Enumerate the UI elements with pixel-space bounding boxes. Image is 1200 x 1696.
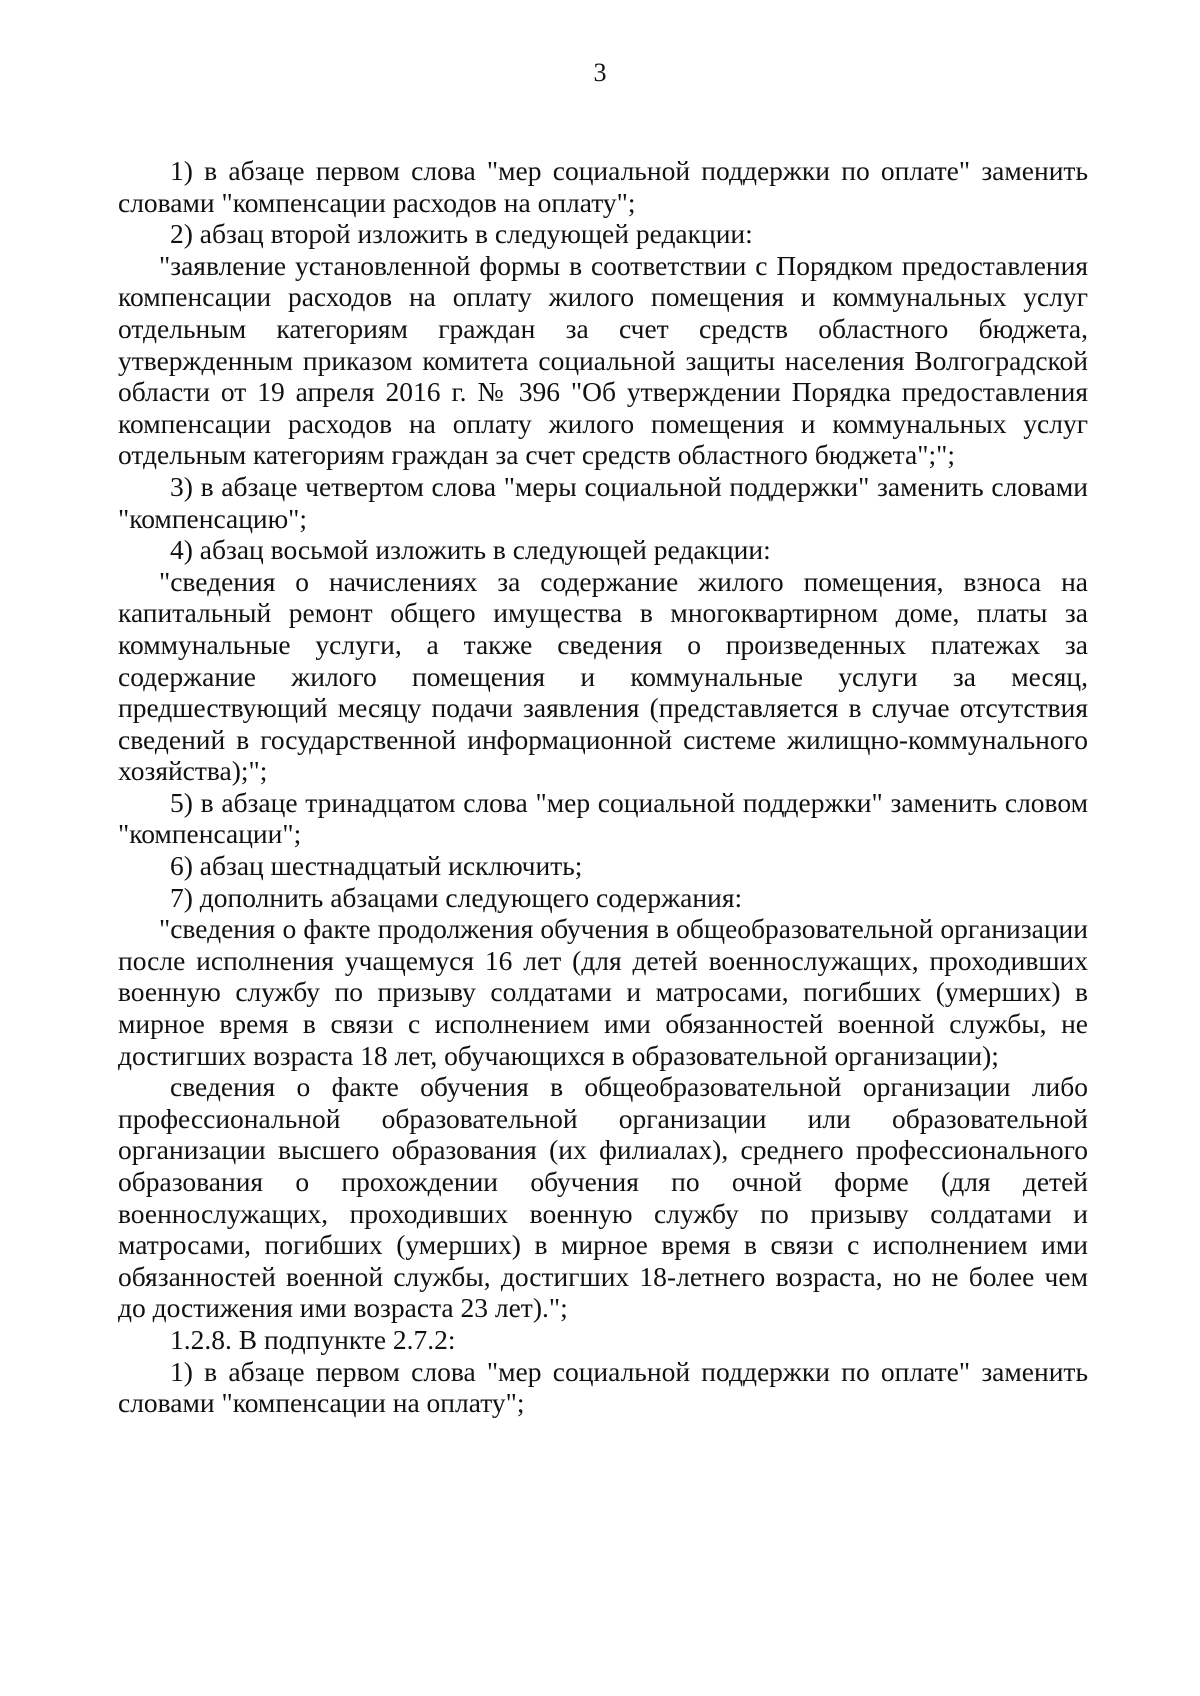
paragraph-subclause-2-7-2: 1.2.8. В подпункте 2.7.2: [170, 1323, 456, 1355]
paragraph-amend-2-7-2-1: 1) в абзаце первом слова "мер социальной поддержки по оплате" заменить словами "компенсации на оплату"; [118, 1355, 1088, 1419]
paragraph-amend-1: 1) в абзаце первом слова "мер социальной поддержки по оплате" заменить словами "компенсации расходов на оплату"; [118, 155, 1088, 218]
paragraph-quote-education-16: "сведения о факте продолжения обучения в общеобразовательной организации после исполнения учащемуся 16 лет (для детей военнослужащих, проходивших военную службу по призыву солдатами и матросами, погибших (умерших) в мирное время в связи с исполнением ими обязанностей военной службы, не достигших возраста 18 лет, обучающихся в образовательной организации); [118, 913, 1088, 1071]
paragraph-quote-application: "заявление установленной формы в соответствии с Порядком предоставления компенсации расходов на оплату жилого помещения и коммунальных услуг отдельным категориям граждан за счет средств областного бюджета, утвержденным приказом комитета социальной защиты населения Волгоградской области от 19 апреля 2016 г. № 396 "Об утверждении Порядка предоставления компенсации расходов на оплату жилого помещения и коммунальных услуг отдельным категориям граждан за счет средств областного бюджета";"; [118, 249, 1088, 471]
paragraph-quote-charges: "сведения о начислениях за содержание жилого помещения, взноса на капитальный ремонт общего имущества в многоквартирном доме, платы за коммунальные услуги, а также сведения о произведенных платежах за содержание жилого помещения и коммунальные услуги за месяц, предшествующий месяцу подачи заявления (представляется в случае отсутствия сведений в государственной информационной системе жилищно-коммунального хозяйства);"; [118, 565, 1088, 787]
document-body [118, 155, 1088, 1419]
paragraph-amend-4: 4) абзац восьмой изложить в следующей редакции: [170, 534, 771, 566]
paragraph-amend-3: 3) в абзаце четвертом слова "меры социальной поддержки" заменить словами "компенсацию"; [118, 470, 1088, 534]
paragraph-quote-education-18: сведения о факте обучения в общеобразовательной организации либо профессиональной образовательной организации или образовательной организации высшего образования (их филиалах), среднего профессионального образования о прохождении обучения по очной форме (для детей военнослужащих, проходивших военную службу по призыву солдатами и матросами, погибших (умерших) в мирное время в связи с исполнением ими обязанностей военной службы, достигших 18-летнего возраста, но не более чем до достижения ими возраста 23 лет)."; [118, 1071, 1088, 1324]
paragraph-amend-7: 7) дополнить абзацами следующего содержания: [170, 881, 743, 913]
paragraph-amend-2: 2) абзац второй изложить в следующей редакции: [170, 218, 753, 250]
paragraph-amend-5: 5) в абзаце тринадцатом слова "мер социальной поддержки" заменить словом "компенсации"; [118, 786, 1088, 850]
paragraph-amend-6: 6) абзац шестнадцатый исключить; [170, 850, 583, 882]
page-number: 3 [593, 58, 607, 87]
